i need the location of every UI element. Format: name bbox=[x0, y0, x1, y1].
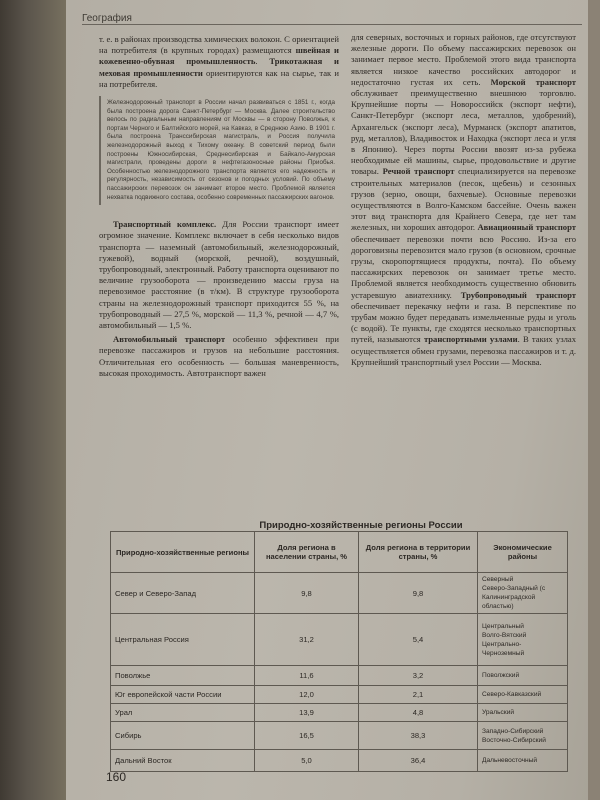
railway-note: Железнодорожный транспорт в России начал развиваться с 1851 г., когда была построена дорога Санкт-Петербург — Москва. Далее строительство велось по радиальным направлениям от Москвы — в сторону Поволжья, к портам Черного и Балтийского морей, на Кавказ, в Среднюю Азию. В 1901 г. была построена Транссибирская магистраль, и Россия получила железнодорожный выход к Тихому океану. В советский период были построены Южносибирская, Среднесибирская и Байкало-Амурская магистрали, проведены дороги в нефтегазоносные районы Приобья. Особенностью железнодорожного транспорта является его надежность и регулярность, независимость от сезонов и погодных условий. По объему пассажирских перевозок он занимает второе место. Проблемой является нехватка подвижного состава, особенно современных пассажирских вагонов. bbox=[99, 96, 339, 205]
intro-paragraph: т. е. в районах производства химических волокон. С ориентацией на потребителя (в крупных городах) размещаются швейная и кожевенно-обувная промышленность. Трикотажная и меховая промышленности ориентируются как на сырье, так и на потребителя. bbox=[99, 34, 339, 89]
economic-districts-cell: Уральский bbox=[478, 704, 568, 722]
book-page bbox=[66, 0, 588, 800]
population-share-cell: 11,6 bbox=[255, 666, 359, 686]
territory-share-cell: 3,2 bbox=[359, 666, 478, 686]
territory-share-cell: 4,8 bbox=[359, 704, 478, 722]
economic-districts-cell: Центральный Волго-Вятский Центрально-Черноземный bbox=[478, 614, 568, 666]
table-row bbox=[111, 614, 568, 666]
column-header: Природно-хозяйственные регионы bbox=[111, 532, 255, 573]
table-row bbox=[111, 573, 568, 614]
territory-share-cell: 9,8 bbox=[359, 573, 478, 614]
region-cell: Центральная Россия bbox=[111, 614, 255, 666]
left-column bbox=[99, 34, 339, 382]
economic-districts-cell: Северо-Кавказский bbox=[478, 686, 568, 704]
book-binding-shadow bbox=[0, 0, 66, 800]
region-cell: Урал bbox=[111, 704, 255, 722]
territory-share-cell: 2,1 bbox=[359, 686, 478, 704]
population-share-cell: 9,8 bbox=[255, 573, 359, 614]
economic-districts-cell: Поволжский bbox=[478, 666, 568, 686]
table-header-row bbox=[111, 532, 568, 573]
table-row bbox=[111, 722, 568, 750]
transport-types-paragraph: для северных, восточных и горных районов, где отсутствуют железные дороги. По объему пассажирских перевозок он занимает первое место. Проблемой этого вида транспорта является низкое качество российских автодорог и недостаточно густая их сеть. Морской транспорт обслуживает преимущественно внешнюю торговлю. Крупнейшие порты — Новороссийск (экспорт нефти), Санкт-Петербург (экспорт леса, металлов, удобрений), Архангельск (экспорт леса), Мурманск (экспорт апатитов, руд, металлов), Владивосток и Находка (экспорт леса и угля в Японию). Через порты России ввозят из-за рубежа необходимые ей машины, сырье, продовольствие и другие товары. Речной транспорт специализируется на перевозке строительных материалов (песок, щебень) и сезонных грузов (зерно, овощи, бахчевые). Основные перевозки осуществляются в Волго-Камском бассейне. Очень важен этот вид транспорта для Крайнего Севера, где нет там железных, ни хороших автодорог. Авиационный транспорт обеспечивает перевозки почти всю Россию. Из-за его дороговизны перевозится мало грузов (в основном, срочные грузы, скоропортящиеся продукты, почта). По объему пассажирских перевозок он занимает третье место. Проблемой является необходимость существенно обновить устаревшую авиатехнику. Трубопроводный транспорт обеспечивает перекачку нефти и газа. В перспективе по трубам можно будет передавать измельченные руды и уголь (с водой). Те пункты, где сходятся несколько транспортных путей, называются транспортными узлами. В таких узлах осуществляется обмен грузами, перевозка пассажиров и т. д. Крупнейший транспортный узел России — Москва. bbox=[351, 32, 576, 367]
territory-share-cell: 38,3 bbox=[359, 722, 478, 750]
region-cell: Север и Северо-Запад bbox=[111, 573, 255, 614]
region-cell: Поволжье bbox=[111, 666, 255, 686]
population-share-cell: 31,2 bbox=[255, 614, 359, 666]
transport-complex-paragraph: Транспортный комплекс. Для России транспорт имеет огромное значение. Комплекс включает в себя несколько видов транспорта — наземный (автомобильный, железнодорожный, гужевой), водный (морской, речной), воздушный, трубопроводный, электронный. Работу транспорта оценивают по величине грузооборота — произведению массы груза на перевозимое расстояние (в т/км). В структуре грузооборота страны на железнодорожный транспорт приходится 55 %, на трубопроводный — 27,5 %, морской — 11,3 %, речной — 4,7 %, автомобильный — 1,5 %. bbox=[99, 219, 339, 330]
column-header: Доля региона в территории страны, % bbox=[359, 532, 478, 573]
page-number: 160 bbox=[106, 770, 127, 784]
table-row bbox=[111, 750, 568, 772]
right-column bbox=[351, 32, 576, 371]
table-row bbox=[111, 686, 568, 704]
population-share-cell: 13,9 bbox=[255, 704, 359, 722]
economic-districts-cell: Северный Северо-Западный (с Калининградской областью) bbox=[478, 573, 568, 614]
section-title: География bbox=[82, 13, 132, 24]
population-share-cell: 5,0 bbox=[255, 750, 359, 772]
column-header: Экономические районы bbox=[478, 532, 568, 573]
territory-share-cell: 5,4 bbox=[359, 614, 478, 666]
table-row bbox=[111, 666, 568, 686]
table-row bbox=[111, 704, 568, 722]
region-cell: Сибирь bbox=[111, 722, 255, 750]
territory-share-cell: 36,4 bbox=[359, 750, 478, 772]
table-title: Природно-хозяйственные регионы России bbox=[259, 520, 463, 531]
population-share-cell: 12,0 bbox=[255, 686, 359, 704]
economic-districts-cell: Дальневосточный bbox=[478, 750, 568, 772]
region-cell: Юг европейской части России bbox=[111, 686, 255, 704]
population-share-cell: 16,5 bbox=[255, 722, 359, 750]
region-cell: Дальний Восток bbox=[111, 750, 255, 772]
column-header: Доля региона в населении страны, % bbox=[255, 532, 359, 573]
economic-districts-cell: Западно-Сибирский Восточно-Сибирский bbox=[478, 722, 568, 750]
running-header bbox=[82, 8, 582, 25]
regions-table bbox=[110, 531, 568, 772]
auto-transport-paragraph: Автомобильный транспорт особенно эффективен при перевозке пассажиров и грузов на небольшие расстояния. Отличительная его особенность — большая маневренность, высокая проходимость. Автотранспорт важен bbox=[99, 334, 340, 378]
